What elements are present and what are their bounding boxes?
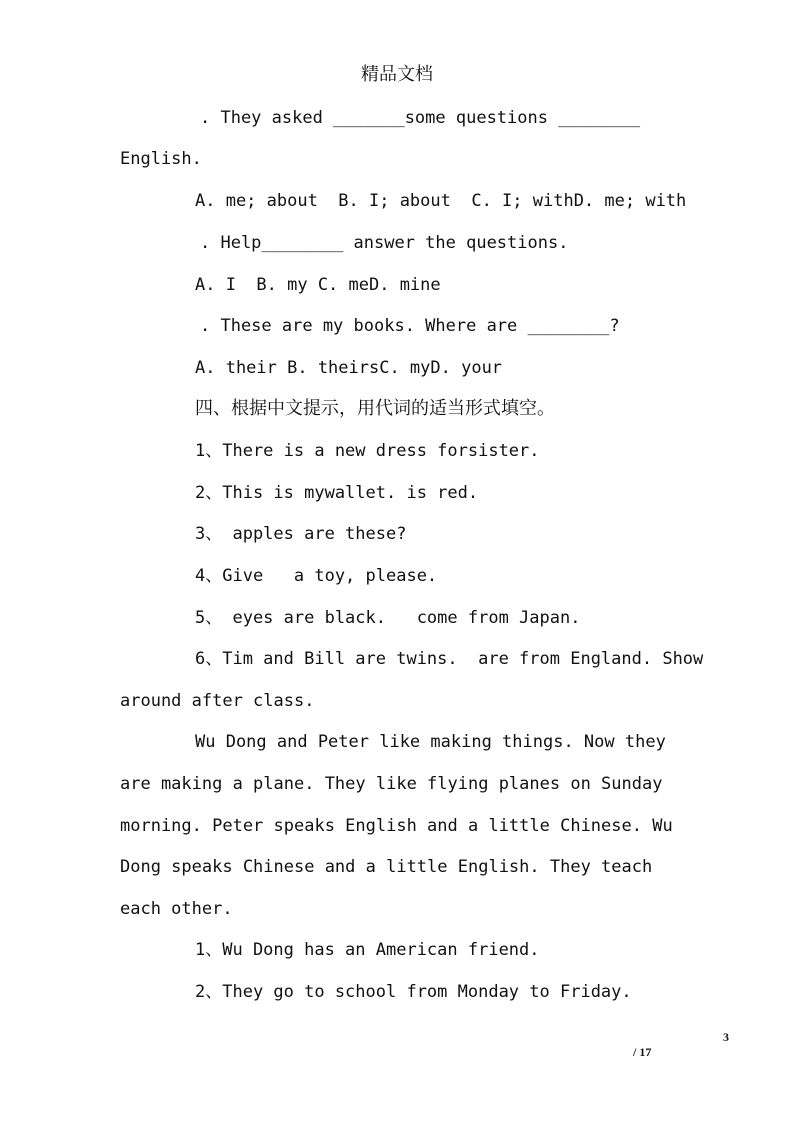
exercise-item: 2、This is mywallet. is red. xyxy=(195,483,479,503)
exercise-item: 3、 apples are these? xyxy=(195,524,407,544)
answer-options: A. I B. my C. meD. mine xyxy=(195,275,441,295)
exercise-item: 6、Tim and Bill are twins. are from England. Show xyxy=(195,649,704,669)
exercise-item: 1、There is a new dress forsister. xyxy=(195,441,540,461)
question-line: . They asked _______some questions ________ xyxy=(200,108,641,128)
reading-passage-line: are making a plane. They like flying planes on Sunday xyxy=(120,774,663,794)
exercise-item-continued: around after class. xyxy=(120,691,315,711)
question-line: . Help________ answer the questions. xyxy=(200,233,569,253)
page-header: 精品文档 xyxy=(361,64,433,85)
reading-passage-line: morning. Peter speaks English and a little Chinese. Wu xyxy=(120,816,673,836)
answer-options: A. me; about B. I; about C. I; withD. me; with xyxy=(195,191,687,211)
reading-passage-line: Wu Dong and Peter like making things. Now they xyxy=(195,732,666,752)
reading-passage-line: Dong speaks Chinese and a little English. They teach xyxy=(120,857,653,877)
question-line: English. xyxy=(120,149,202,169)
exercise-item: 5、 eyes are black. come from Japan. xyxy=(195,608,581,628)
page-number: 3 xyxy=(723,1030,729,1044)
true-false-item: 2、They go to school from Monday to Friday. xyxy=(195,982,632,1002)
reading-passage-line: each other. xyxy=(120,899,233,919)
page-total: / 17 xyxy=(633,1045,652,1059)
exercise-item: 4、Give a toy, please. xyxy=(195,566,438,586)
true-false-item: 1、Wu Dong has an American friend. xyxy=(195,940,540,960)
section-heading: 四、根据中文提示，用代词的适当形式填空。 xyxy=(195,398,555,419)
question-line: . These are my books. Where are ________? xyxy=(200,316,620,336)
answer-options: A. their B. theirsC. myD. your xyxy=(195,358,503,378)
